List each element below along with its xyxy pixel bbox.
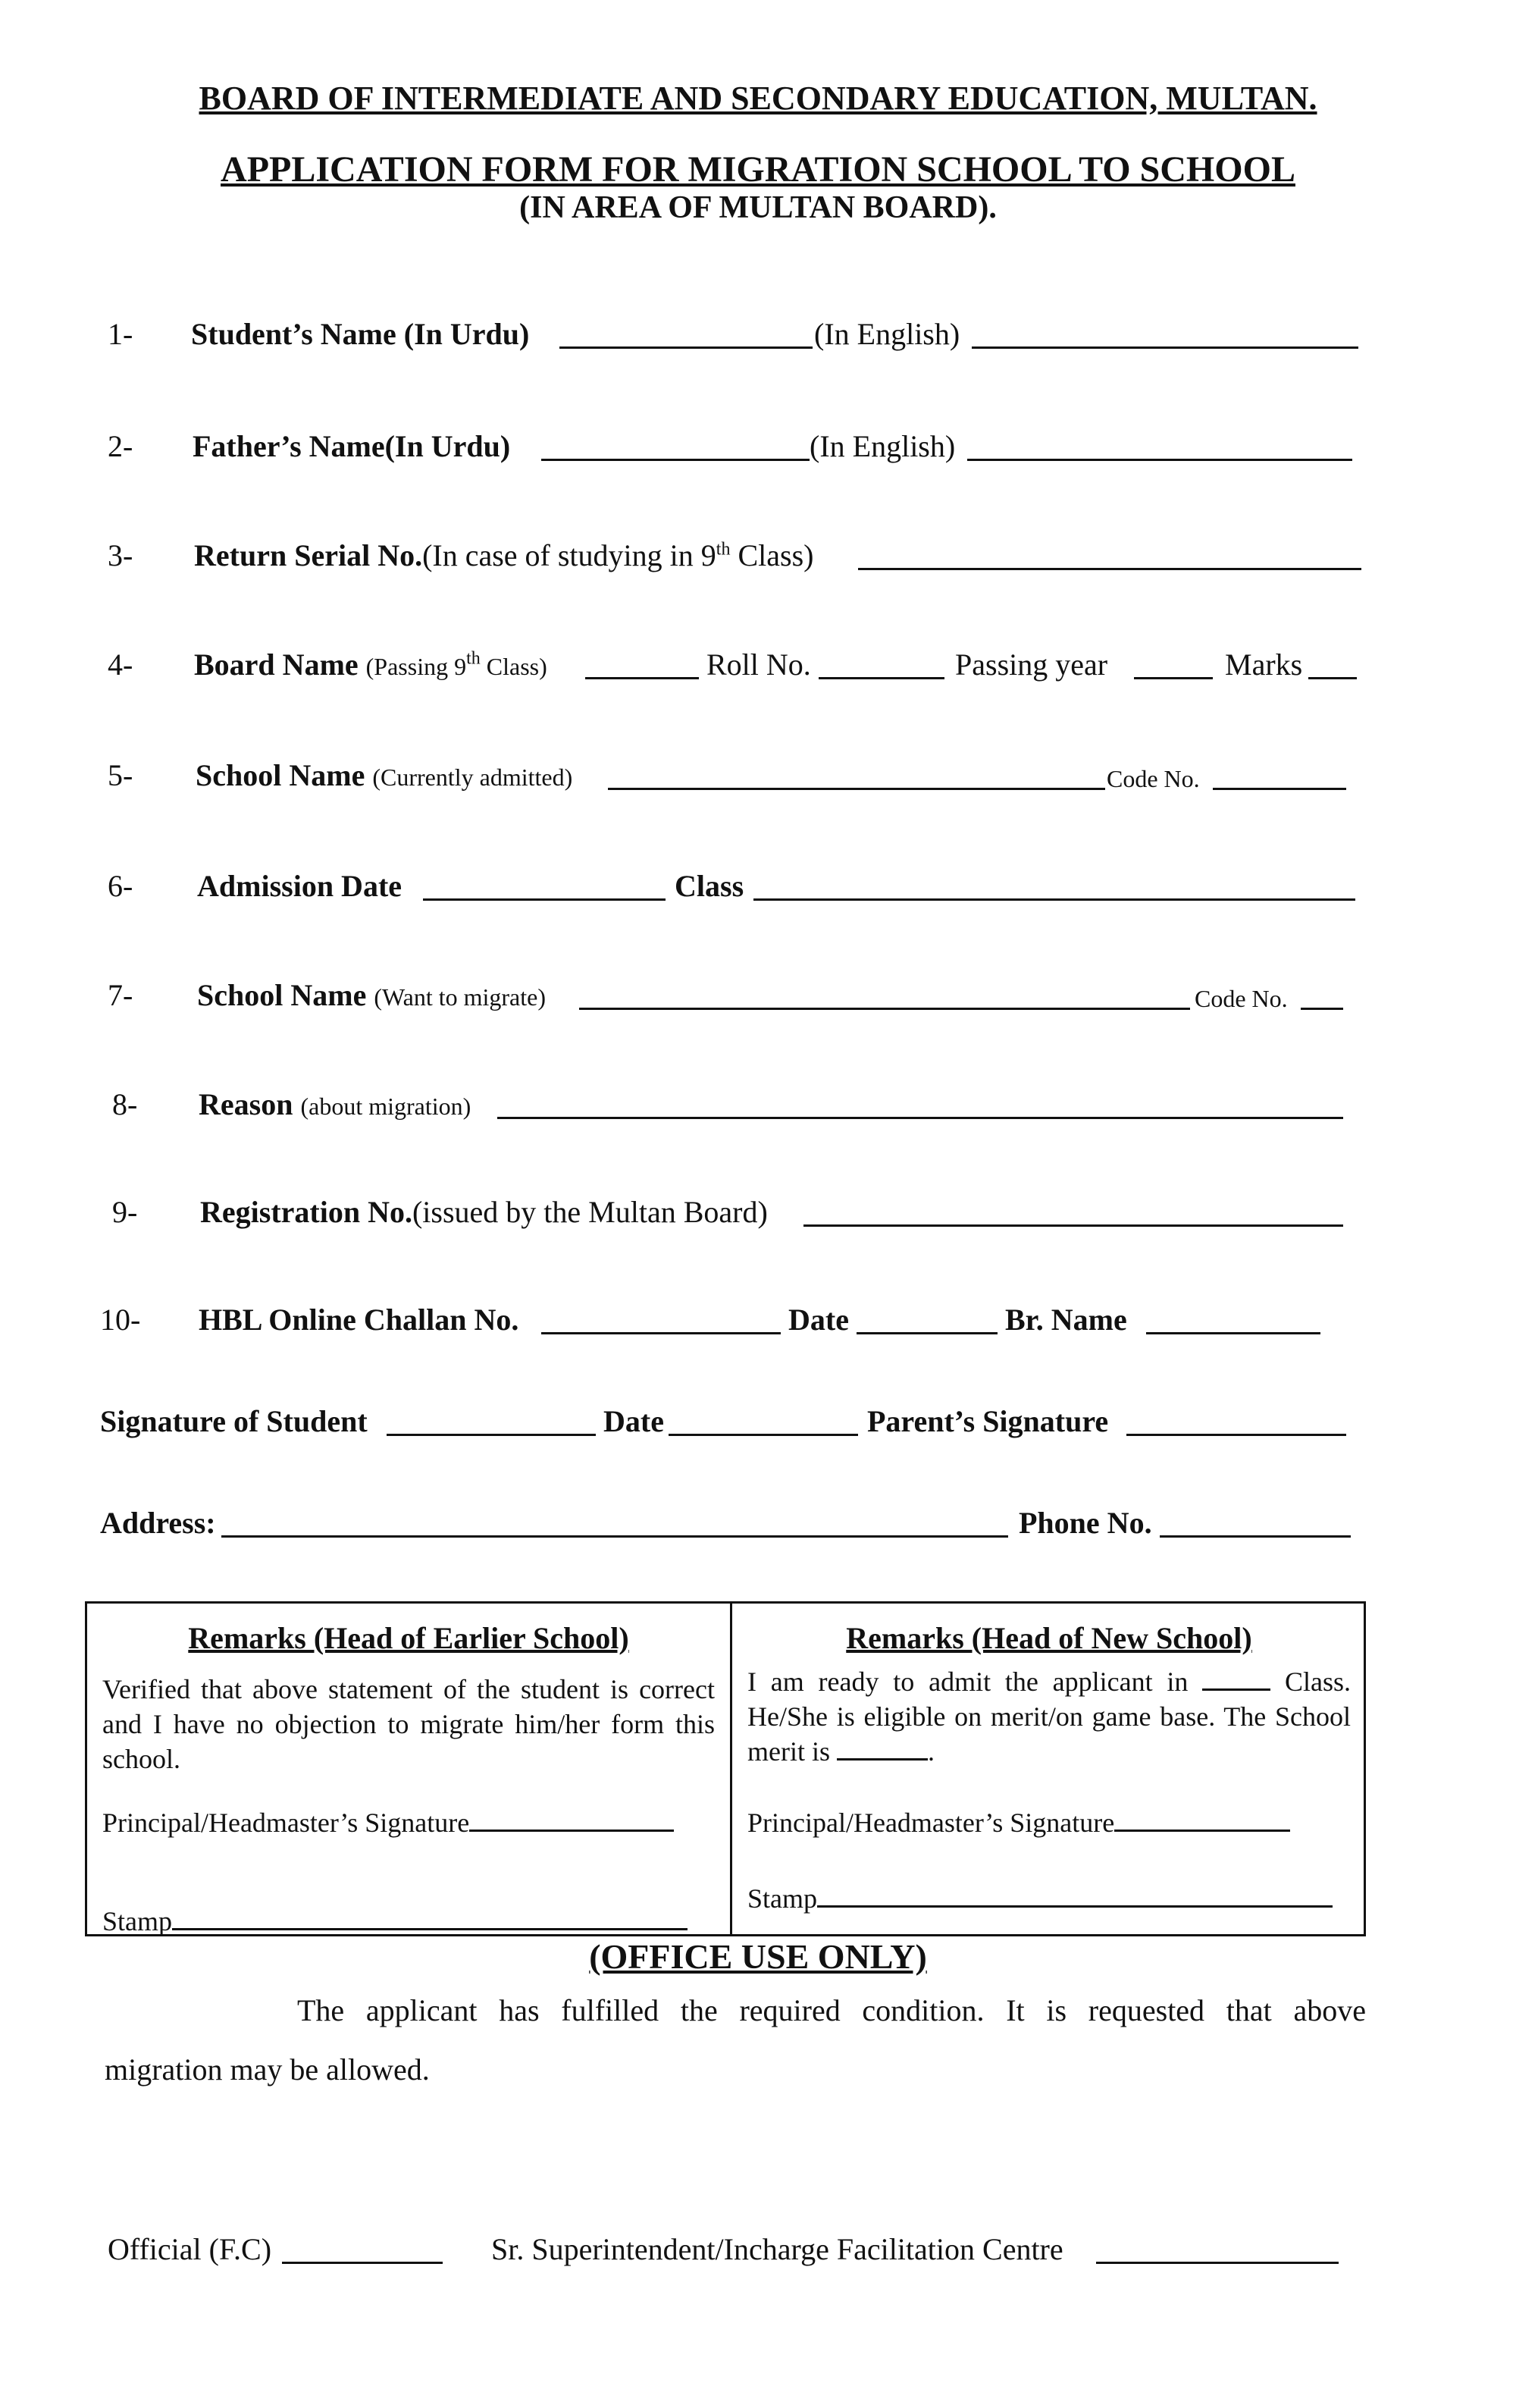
current-school-code-line[interactable] — [1213, 788, 1346, 790]
address-line[interactable] — [221, 1535, 1008, 1538]
school-merit-line[interactable] — [837, 1737, 928, 1761]
field-label-group — [199, 1086, 471, 1122]
parent-signature-line[interactable] — [1126, 1434, 1346, 1436]
signature-label: Principal/Headmaster’s Signature — [102, 1808, 470, 1838]
field-note: Class) — [730, 538, 814, 572]
current-school-line[interactable] — [608, 788, 1105, 790]
stamp-label: Stamp — [747, 1883, 818, 1914]
field-label: Marks — [1225, 647, 1303, 682]
father-name-english-line[interactable] — [967, 459, 1352, 461]
challan-date-line[interactable] — [857, 1332, 998, 1334]
admission-date-line[interactable] — [423, 898, 666, 901]
remarks-earlier-school — [87, 1604, 730, 1934]
remarks-new-text-a: I am ready to admit the applicant in — [747, 1666, 1189, 1697]
board-title: BOARD OF INTERMEDIATE AND SECONDARY EDUCATION, MULTAN. — [199, 80, 1317, 117]
office-paragraph: The applicant has fulfilled the required condition. It is requested that above — [297, 1993, 1366, 2027]
address-row — [0, 1498, 1516, 1544]
office-paragraph-end: migration may be allowed. — [105, 2052, 430, 2087]
field-admission-date — [0, 861, 1516, 907]
field-label: HBL Online Challan No. — [199, 1303, 519, 1337]
field-reason — [0, 1080, 1516, 1125]
field-label: (In English) — [814, 317, 960, 351]
remarks-new-text-b: Class. He/She is eligible on merit/on game base. The School merit is — [747, 1666, 1351, 1767]
field-label: Return Serial No. — [194, 538, 423, 572]
student-name-english-line[interactable] — [972, 346, 1358, 349]
field-label-group — [194, 647, 547, 682]
official-label: Official (F.C) — [108, 2232, 272, 2266]
field-number: 6- — [108, 869, 133, 903]
remarks-earlier-text: Verified that above statement of the student is correct and I have no objection to migrate him/her form this school. — [102, 1674, 715, 1774]
field-label: Roll No. — [706, 647, 811, 682]
field-number: 9- — [112, 1195, 138, 1229]
field-number: 7- — [108, 978, 133, 1012]
marks-line[interactable] — [1308, 677, 1357, 679]
superscript: th — [716, 539, 731, 560]
office-signatures — [0, 2225, 1516, 2270]
remarks-earlier-title: Remarks (Head of Earlier School) — [188, 1621, 629, 1655]
passing-year-line[interactable] — [1134, 677, 1213, 679]
field-number: 2- — [108, 429, 133, 463]
field-label: Br. Name — [1005, 1303, 1127, 1337]
field-label: Code No. — [1107, 765, 1200, 792]
field-label-group — [196, 757, 572, 793]
student-signature-label: Signature of Student — [100, 1404, 368, 1438]
field-label-group — [200, 1194, 768, 1230]
new-school-line[interactable] — [579, 1008, 1190, 1010]
earlier-stamp — [102, 1905, 688, 1937]
field-label: Board Name — [194, 647, 359, 682]
superintendent-signature-line[interactable] — [1096, 2262, 1339, 2264]
field-label-group — [197, 977, 546, 1013]
field-board-name — [0, 640, 1516, 685]
earlier-stamp-line[interactable] — [172, 1905, 688, 1930]
new-stamp-line[interactable] — [817, 1883, 1333, 1908]
field-note: (Want to migrate) — [374, 983, 546, 1011]
superscript: th — [466, 648, 481, 669]
field-number: 1- — [108, 317, 133, 351]
return-serial-line[interactable] — [858, 568, 1361, 570]
remarks-new-title: Remarks (Head of New School) — [846, 1621, 1252, 1655]
new-stamp — [747, 1883, 1333, 1914]
field-label: Passing year — [955, 647, 1108, 682]
student-signature-line[interactable] — [387, 1434, 596, 1436]
admit-class-line[interactable] — [1202, 1667, 1270, 1691]
field-note: (issued by the Multan Board) — [412, 1195, 768, 1229]
signature-date-line[interactable] — [669, 1434, 858, 1436]
address-label: Address: — [100, 1506, 216, 1540]
field-note: (Currently admitted) — [372, 763, 573, 791]
reason-line[interactable] — [497, 1117, 1343, 1119]
field-student-name — [0, 309, 1516, 355]
field-label: Father’s Name(In Urdu) — [193, 429, 511, 463]
new-school-code-line[interactable] — [1301, 1008, 1343, 1010]
field-challan — [0, 1295, 1516, 1340]
field-registration-no — [0, 1187, 1516, 1233]
board-name-line[interactable] — [585, 677, 699, 679]
signature-label: Principal/Headmaster’s Signature — [747, 1808, 1115, 1838]
remarks-new-text — [747, 1664, 1351, 1769]
field-label: Reason — [199, 1087, 293, 1121]
field-note: Class) — [480, 653, 547, 680]
stamp-label: Stamp — [102, 1906, 173, 1936]
office-use-title: (OFFICE USE ONLY) — [589, 1937, 927, 1976]
new-principal-signature — [747, 1807, 1290, 1839]
phone-label: Phone No. — [1019, 1506, 1152, 1540]
field-label: School Name — [197, 978, 367, 1012]
field-number: 4- — [108, 647, 133, 682]
class-line[interactable] — [753, 898, 1355, 901]
father-name-urdu-line[interactable] — [541, 459, 810, 461]
signature-date-label: Date — [603, 1404, 664, 1438]
field-number: 8- — [112, 1087, 138, 1121]
field-number: 5- — [108, 758, 133, 792]
parent-signature-label: Parent’s Signature — [867, 1404, 1109, 1438]
field-label: Registration No. — [200, 1195, 412, 1229]
earlier-principal-signature-line[interactable] — [469, 1807, 674, 1832]
roll-no-line[interactable] — [819, 677, 944, 679]
field-label: School Name — [196, 758, 365, 792]
remarks-new-text-c: . — [927, 1736, 935, 1767]
form-title: APPLICATION FORM FOR MIGRATION SCHOOL TO SCHOOL — [221, 149, 1295, 190]
field-father-name — [0, 422, 1516, 467]
field-label: Student’s Name (In Urdu) — [191, 317, 530, 351]
challan-no-line[interactable] — [541, 1332, 781, 1334]
student-name-urdu-line[interactable] — [559, 346, 813, 349]
branch-name-line[interactable] — [1146, 1332, 1320, 1334]
field-number: 3- — [108, 538, 133, 572]
field-label: Date — [788, 1303, 849, 1337]
field-return-serial — [0, 531, 1516, 576]
field-note: (In case of studying in 9 — [422, 538, 716, 572]
field-label: Admission Date — [197, 869, 402, 903]
field-note: (Passing 9 — [365, 653, 467, 680]
phone-line[interactable] — [1160, 1535, 1351, 1538]
field-new-school — [0, 970, 1516, 1016]
new-principal-signature-line[interactable] — [1114, 1807, 1290, 1832]
field-label: (In English) — [810, 429, 956, 463]
form-subtitle: (IN AREA OF MULTAN BOARD). — [519, 190, 997, 225]
remarks-new-school — [732, 1604, 1366, 1934]
registration-no-line[interactable] — [803, 1224, 1343, 1227]
field-label: Class — [675, 869, 744, 903]
official-signature-line[interactable] — [282, 2262, 443, 2264]
earlier-principal-signature — [102, 1807, 674, 1839]
field-current-school — [0, 751, 1516, 796]
signature-row — [0, 1397, 1516, 1442]
field-number: 10- — [100, 1303, 141, 1337]
field-label: Code No. — [1195, 985, 1288, 1012]
field-label-group — [194, 538, 813, 573]
superintendent-label: Sr. Superintendent/Incharge Facilitation Centre — [491, 2232, 1063, 2266]
remarks-table — [85, 1601, 1366, 1936]
field-note: (about migration) — [300, 1093, 471, 1120]
